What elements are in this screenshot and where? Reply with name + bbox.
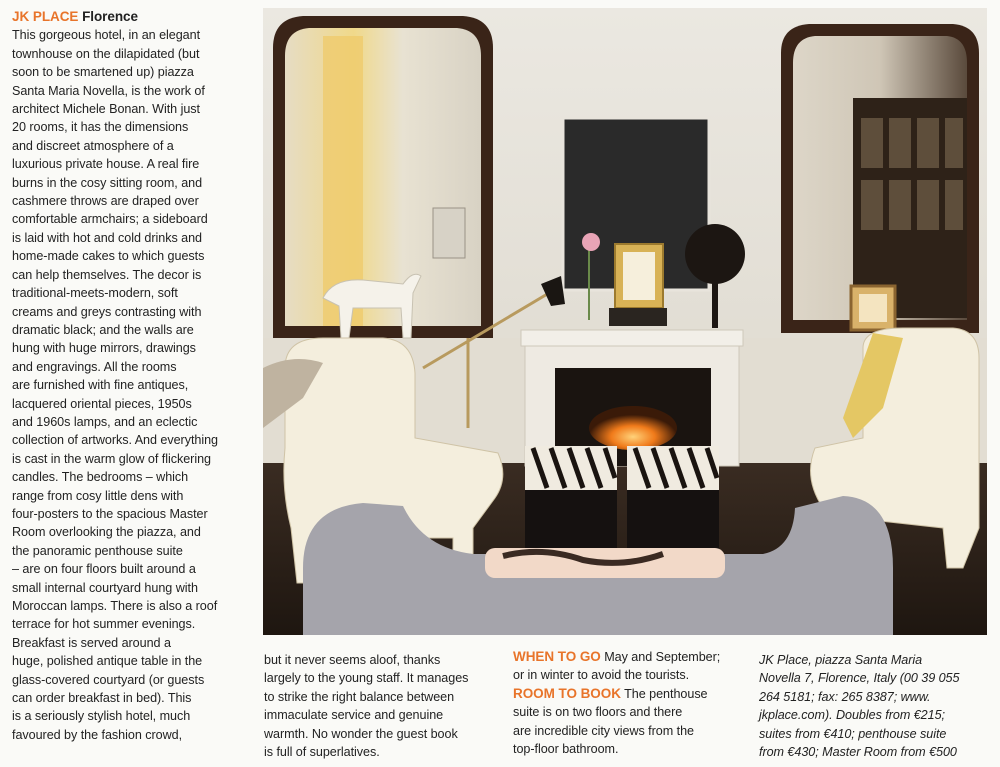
text-line: and discreet atmosphere of a bbox=[12, 138, 174, 153]
text-line: is full of superlatives. bbox=[264, 745, 380, 760]
text-line: are furnished with fine antiques, bbox=[12, 378, 189, 393]
text-line: 20 rooms, it has the dimensions bbox=[12, 120, 189, 135]
text-line: immaculate service and genuine bbox=[264, 708, 444, 723]
text-line: Santa Maria Novella, is the work of bbox=[12, 83, 205, 98]
text-line: largely to the young staff. It manages bbox=[264, 671, 469, 686]
text-line: can order breakfast in bed). This bbox=[12, 691, 192, 706]
hotel-sitting-room-photo bbox=[263, 8, 987, 635]
text-line: This gorgeous hotel, in an elegant bbox=[12, 28, 201, 43]
text-line: Novella 7, Florence, Italy (00 39 055 bbox=[759, 671, 960, 686]
text-line: collection of artworks. And everything bbox=[12, 433, 219, 448]
text-line: JK Place, piazza Santa Maria bbox=[759, 653, 923, 667]
text-line: luxurious private house. A real fire bbox=[12, 157, 200, 172]
text-line: warmth. No wonder the guest book bbox=[264, 726, 458, 741]
text-line: terrace for hot summer evenings. bbox=[12, 617, 196, 632]
text-line: but it never seems aloof, thanks bbox=[264, 653, 441, 667]
text-line: is cast in the warm glow of flickering bbox=[12, 451, 211, 466]
text-line: Moroccan lamps. There is also a roof bbox=[12, 599, 218, 613]
text-line: from €430; Master Room from €500 bbox=[759, 745, 957, 760]
when-to-go-heading: WHEN TO GO bbox=[513, 649, 601, 664]
text-line: suites from €410; penthouse suite bbox=[759, 726, 947, 741]
text-line: the panoramic penthouse suite bbox=[12, 543, 183, 558]
room-to-book-line bbox=[513, 685, 749, 703]
text-line: and 1960s lamps, and an eclectic bbox=[12, 414, 198, 429]
text-line: can help themselves. The decor is bbox=[12, 267, 202, 282]
text-line: soon to be smartened up) piazza bbox=[12, 65, 194, 80]
text-line: small internal courtyard hung with bbox=[12, 580, 198, 595]
hotel-description-continued bbox=[264, 651, 504, 761]
continuation-body bbox=[264, 651, 504, 761]
when-to-go-line bbox=[513, 648, 749, 666]
text-line: is a seriously stylish hotel, much bbox=[12, 709, 191, 724]
hotel-city: Florence bbox=[82, 9, 138, 24]
text-line: Breakfast is served around a bbox=[12, 635, 171, 650]
travel-tips bbox=[513, 648, 749, 758]
room-to-book-text: The penthouse bbox=[624, 686, 708, 701]
text-line: townhouse on the dilapidated (but bbox=[12, 46, 200, 61]
text-line: range from cosy little dens with bbox=[12, 488, 184, 503]
text-line: hung with huge mirrors, drawings bbox=[12, 341, 196, 356]
text-line: home-made cakes to which guests bbox=[12, 249, 205, 264]
text-line: are incredible city views from the bbox=[513, 723, 694, 738]
text-line: 264 5181; fax: 265 8387; www. bbox=[759, 689, 931, 704]
text-line: jkplace.com). Doubles from €215; bbox=[759, 708, 945, 723]
text-line: creams and greys contrasting with bbox=[12, 304, 202, 319]
hotel-body bbox=[12, 26, 260, 744]
text-line: and engravings. All the rooms bbox=[12, 359, 177, 374]
text-line: cashmere throws are draped over bbox=[12, 194, 199, 209]
when-to-go-text: May and September; bbox=[604, 650, 721, 664]
text-line: traditional-meets-modern, soft bbox=[12, 286, 178, 301]
when-to-go-text-2: or in winter to avoid the tourists. bbox=[513, 668, 690, 683]
hotel-description bbox=[12, 8, 260, 744]
text-line: candles. The bedrooms – which bbox=[12, 470, 189, 485]
text-line: lacquered oriental pieces, 1950s bbox=[12, 396, 192, 411]
text-line: comfortable armchairs; a sideboard bbox=[12, 212, 208, 227]
text-line: four-posters to the spacious Master bbox=[12, 506, 208, 521]
text-line: dramatic black; and the walls are bbox=[12, 322, 194, 337]
room-to-book-heading: ROOM TO BOOK bbox=[513, 685, 621, 701]
text-line: is laid with hot and cold drinks and bbox=[12, 230, 203, 245]
text-line: architect Michele Bonan. With just bbox=[12, 102, 200, 117]
text-line: top-floor bathroom. bbox=[513, 742, 619, 757]
text-line: – are on four floors built around a bbox=[12, 562, 196, 577]
text-line: glass-covered courtyard (or guests bbox=[12, 672, 205, 687]
hotel-heading bbox=[12, 8, 260, 26]
room-to-book-body bbox=[513, 703, 749, 758]
text-line: favoured by the fashion crowd, bbox=[12, 727, 183, 742]
text-line: huge, polished antique table in the bbox=[12, 654, 203, 669]
text-line: Room overlooking the piazza, and bbox=[12, 525, 201, 540]
hotel-contact-details bbox=[759, 651, 997, 761]
hotel-name: JK PLACE bbox=[12, 9, 79, 24]
text-line: burns in the cosy sitting room, and bbox=[12, 175, 203, 190]
text-line: suite is on two floors and there bbox=[513, 705, 683, 720]
contact-details-body bbox=[759, 651, 997, 761]
text-line: to strike the right balance between bbox=[264, 689, 455, 704]
